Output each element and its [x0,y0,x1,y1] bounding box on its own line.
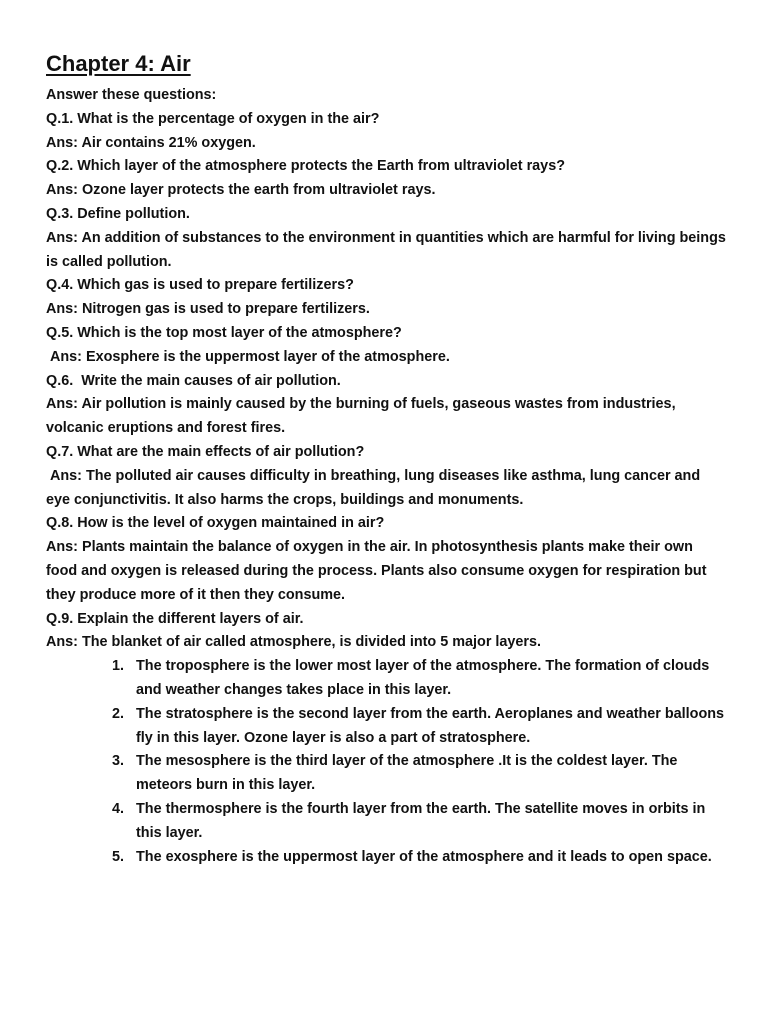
answer-6: Ans: Air pollution is mainly caused by the burning of fuels, gaseous wastes from industries, volcanic eruptions and forest fires. [46,396,680,437]
question-9: Q.9. Explain the different layers of air. [46,610,304,627]
intro-text: Answer these questions: [46,87,217,103]
question-1: Q.1. What is the percentage of oxygen in the air? [46,110,380,127]
answer-7: Ans: The polluted air causes difficulty in breathing, lung diseases like asthma, lung cancer and eye conjunctivitis. It also harms the crops, buildings and monuments. [46,467,705,508]
list-item-number: 5. [112,848,125,865]
chapter-title: Chapter 4: Air [46,51,191,76]
question-3: Q.3. Define pollution. [46,205,190,222]
answer-3: Ans: An addition of substances to the environment in quantities which are harmful for living beings is called pollution. [46,229,730,270]
answer-5: Ans: Exosphere is the uppermost layer of the atmosphere. [46,348,450,365]
answer-9: Ans: The blanket of air called atmosphere, is divided into 5 major layers. [46,634,542,651]
list-item-number: 3. [112,753,125,770]
document-page [46,50,730,869]
question-7: Q.7. What are the main effects of air pollution? [46,443,365,460]
answer-2: Ans: Ozone layer protects the earth from ultraviolet rays. [46,182,436,199]
answer-8: Ans: Plants maintain the balance of oxygen in the air. In photosynthesis plants make their own food and oxygen is released during the process. Plants also consume oxygen for respiration but they produce more of it then they consume. [46,539,711,603]
list-item-text: The stratosphere is the second layer from the earth. Aeroplanes and weather balloons fly in this layer. Ozone layer is also a part of stratosphere. [136,705,725,746]
list-item-number: 2. [112,705,125,722]
question-4: Q.4. Which gas is used to prepare fertilizers? [46,277,354,294]
list-item-text: The mesosphere is the third layer of the atmosphere .It is the coldest layer. The meteors burn in this layer. [136,753,678,794]
question-5: Q.5. Which is the top most layer of the atmosphere? [46,324,402,341]
list-item-text: The thermosphere is the fourth layer from the earth. The satellite moves in orbits in this layer. [136,800,706,841]
answer-1: Ans: Air contains 21% oxygen. [46,134,256,151]
list-item [46,750,726,798]
question-6: Q.6. Write the main causes of air pollution. [46,372,341,389]
list-item [46,798,726,846]
answer-4: Ans: Nitrogen gas is used to prepare fertilizers. [46,301,370,318]
list-item [46,846,726,870]
list-item-text: The troposphere is the lower most layer of the atmosphere. The formation of clouds and weather changes takes place in this layer. [136,658,710,698]
atmosphere-layers-list [46,655,726,869]
question-2: Q.2. Which layer of the atmosphere protects the Earth from ultraviolet rays? [46,158,565,175]
list-item-number: 4. [112,800,125,817]
list-item-number: 1. [112,658,125,675]
list-item-text: The exosphere is the uppermost layer of the atmosphere and it leads to open space. [136,848,712,865]
list-item [46,703,726,751]
question-8: Q.8. How is the level of oxygen maintained in air? [46,515,385,532]
list-item [46,655,726,703]
